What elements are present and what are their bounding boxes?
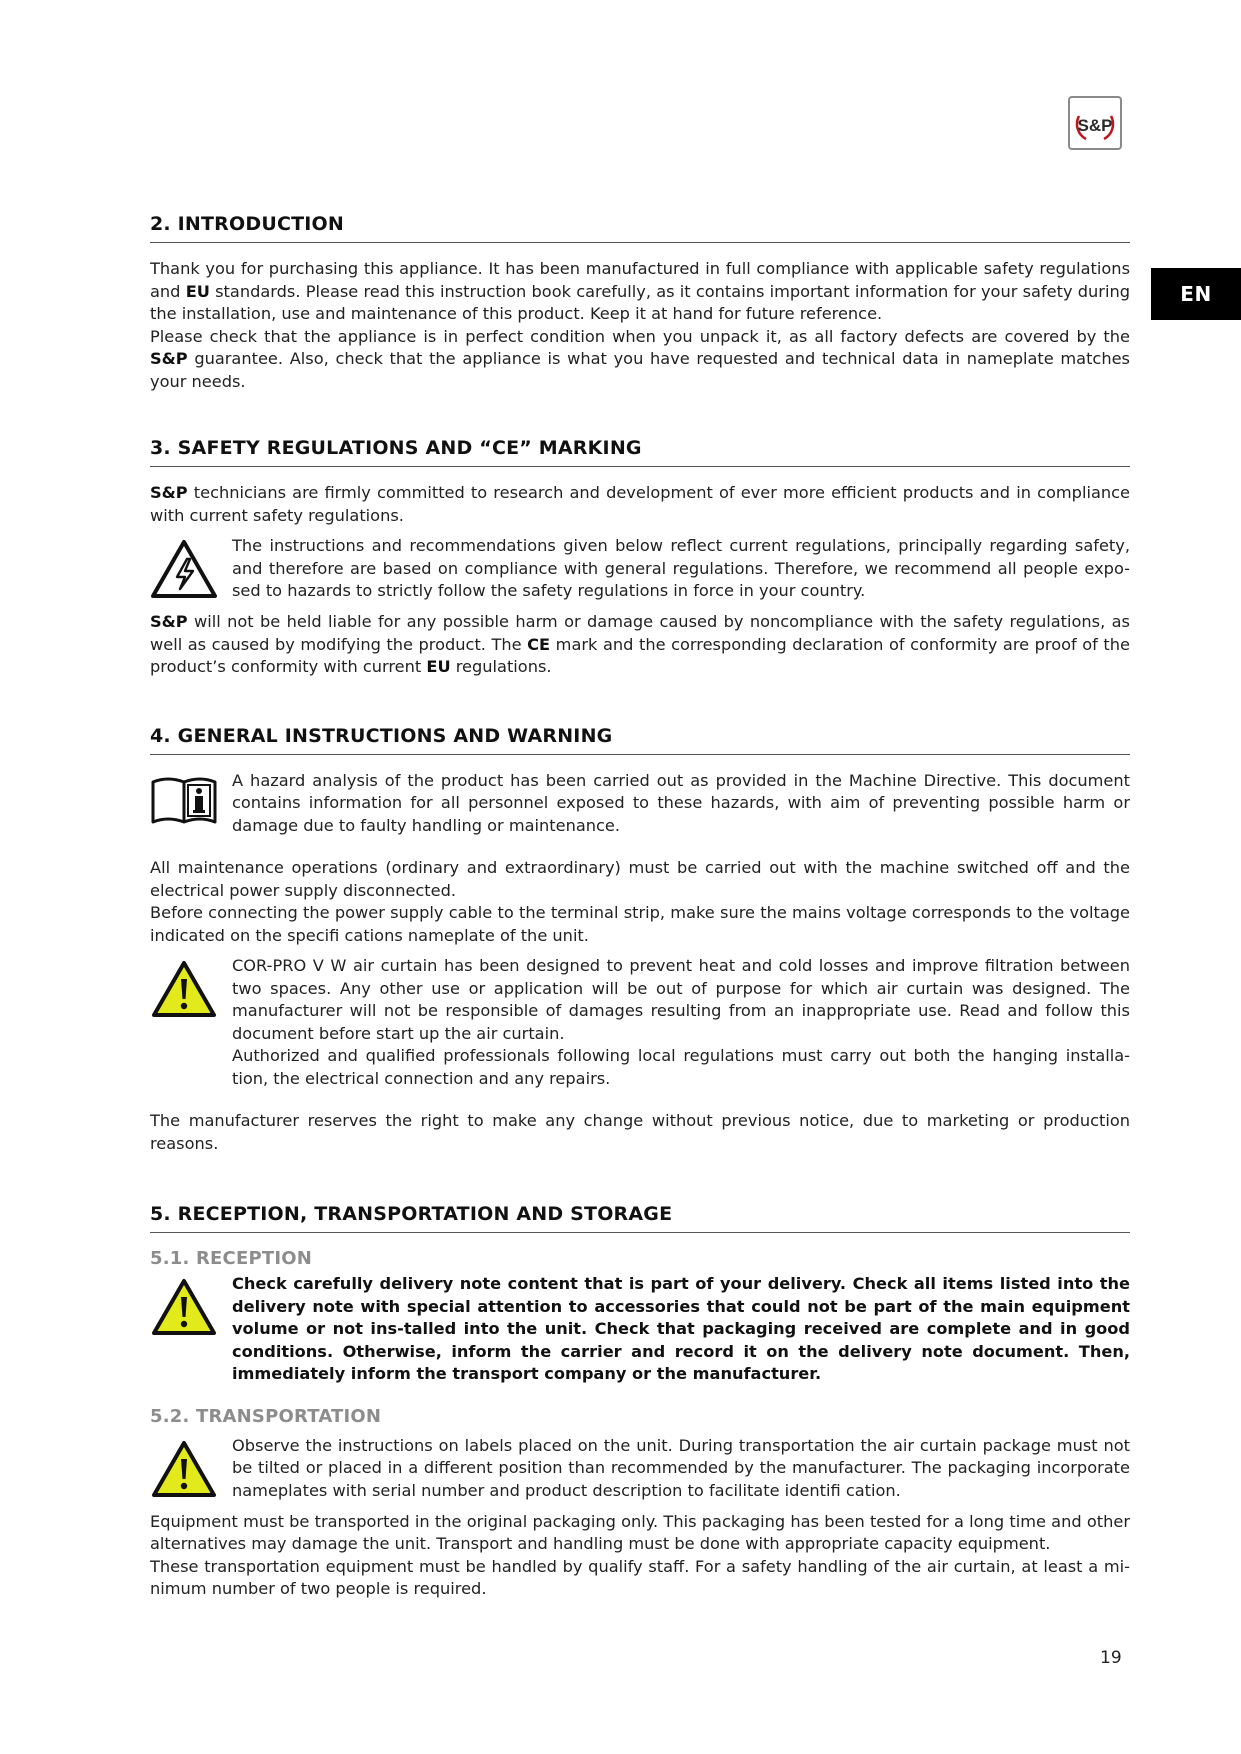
safety-paragraph-2: S&P will not be held liable for any possible harm or damage caused by noncompliance with the safety regulations, as well as caused by modifying the product. The CE mark and the corresponding declaration of conformity are proof of the product’s conformity with current EU regulations. [150,612,1130,676]
transport-warning-text: Observe the instructions on labels placed on the unit. During transportation the air curtain package must not be tilted or placed in a different position than recommended by the manufacturer. The packaging incorporate nameplates with serial number and product description to facilitate identifi cation. [232,1435,1130,1500]
section-safety-regulations [150,437,1130,679]
general-paragraph-3: The manufacturer reserves the right to make any change without previous notice, due to marketing or production reasons. [150,1111,1130,1153]
subsection-title-transportation: 5.2. TRANSPORTATION [150,1405,382,1427]
electrical-hazard-icon [150,539,218,599]
section-general-instructions [150,725,1130,1156]
language-tab[interactable]: EN [1151,268,1241,320]
general-warning-text-2: Authorized and qualified professionals following local regulations must carry out both the hanging installa-tion, the electrical connection and any repairs. [232,1046,1130,1088]
intro-paragraph-2: Please check that the appliance is in perfect condition when you unpack it, as all factory defects are covered by the S&P guarantee. Also, check that the appliance is what you have requested and technical data in nameplate matches your needs. [150,326,1130,391]
general-warning-text-1: COR-PRO V W air curtain has been designed to prevent heat and cold losses and improve filtration between two spaces. Any other use or application will be out of purpose for which air curtain was designed. The manufacturer will not be responsible of damages resulting from an inappropriate use. Read and follow this document before start up the air curtain. [232,956,1130,1043]
info-text: A hazard analysis of the product has been carried out as provided in the Machine Directive. This document contains information for all personnel exposed to these hazards, with aim of preventing possible harm or damage due to faulty handling or maintenance. [232,770,1130,835]
sp-logo [1068,96,1122,150]
electrical-warning-text: The instructions and recommendations given below reflect current regulations, principally regarding safety, and therefore are based on compliance with general regulations. Therefore, we recommend all people expo-sed to hazards to strictly follow the safety regulations in force in your country. [232,536,1130,600]
section-title: 4. GENERAL INSTRUCTIONS AND WARNING [150,725,1130,755]
transport-warning-block [150,1435,1130,1503]
intro-paragraph-1: Thank you for purchasing this appliance. It has been manufactured in full compliance with applicable safety regulations and EU standards. Please read this instruction book carefully, as it contains important information for your safety during the installation, use and maintenance of this product. Keep it at hand for future reference. [150,259,1130,323]
sp-logo-mark [1070,98,1120,148]
section-title: 3. SAFETY REGULATIONS AND “CE” MARKING [150,437,1130,467]
general-paragraph-2: Before connecting the power supply cable to the terminal strip, make sure the mains voltage corresponds to the voltage indicated on the specifi cations nameplate of the unit. [150,903,1130,945]
transport-paragraph-2: These transportation equipment must be handled by qualify staff. For a safety handling of the air curtain, at least a mi-nimum number of two people is required. [150,1556,1130,1598]
electrical-warning-block [150,535,1130,603]
general-paragraph-1: All maintenance operations (ordinary and extraordinary) must be carried out with the machine switched off and the electrical power supply disconnected. [150,858,1130,900]
safety-paragraph-1: S&P technicians are firmly committed to research and development of ever more efficient products and in compliance with current safety regulations. [150,483,1130,525]
warning-icon [150,959,218,1019]
reception-warning-block [150,1273,1130,1386]
warning-icon [150,1439,218,1499]
info-block [150,770,1130,838]
document-body [150,213,1130,1601]
sp-logo-text: S&P [1077,116,1113,135]
page-number: 19 [1100,1648,1122,1668]
warning-icon [150,1277,218,1337]
transport-paragraph-1: Equipment must be transported in the original packaging only. This packaging has been tested for a long time and other alternatives may damage the unit. Transport and handling must be done with appropriate capacity equipment. [150,1511,1130,1553]
section-title: 5. RECEPTION, TRANSPORTATION AND STORAGE [150,1203,1130,1233]
section-reception-transport-storage [150,1203,1130,1601]
manual-info-icon [150,774,218,828]
section-title: 2. INTRODUCTION [150,213,1130,243]
section-introduction [150,213,1130,393]
general-warning-block [150,955,1130,1090]
reception-warning-text: Check carefully delivery note content that is part of your delivery. Check all items listed into the delivery note with special attention to accessories that could not be part of the main equipment volume or not ins-talled into the unit. Check that packaging received are complete and in good conditions. Otherwise, inform the carrier and record it on the delivery note document. Then, immediately inform the transport company or the manufacturer. [232,1274,1130,1383]
subsection-title-reception: 5.1. RECEPTION [150,1248,312,1269]
